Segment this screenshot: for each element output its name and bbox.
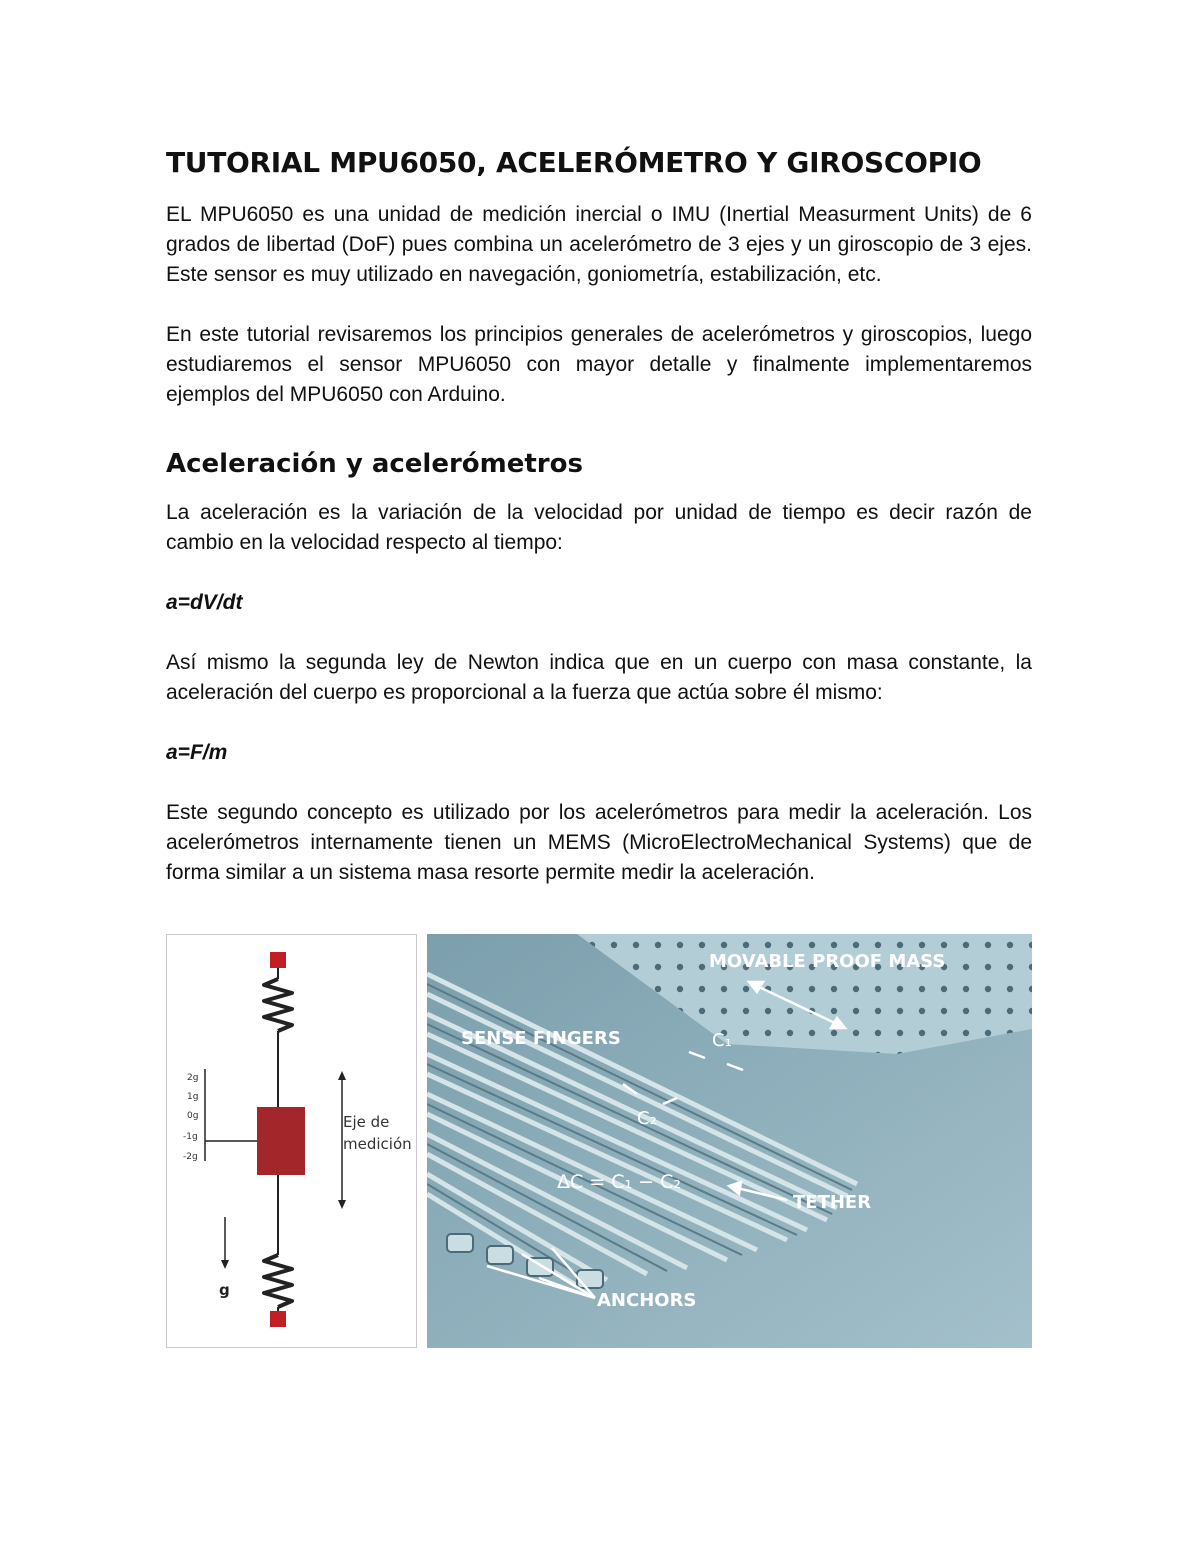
proof-mass-block xyxy=(257,1107,305,1175)
section-paragraph-2: Así mismo la segunda ley de Newton indica que en un cuerpo con masa constante, la aceleración del cuerpo es proporcional a la fuerza que actúa sobre él mismo: xyxy=(166,651,1032,704)
formula-newton: a=F/m xyxy=(166,741,228,764)
bottom-spring xyxy=(264,1255,292,1307)
section-heading: Aceleración y acelerómetros xyxy=(166,449,583,479)
gravity-label: g xyxy=(219,1281,230,1299)
mass-spring-svg xyxy=(167,935,416,1347)
axis-label-line1: Eje de xyxy=(343,1113,390,1131)
scale-label: 0g xyxy=(187,1111,199,1121)
mems-micrograph xyxy=(427,934,1032,1348)
scale-label: -2g xyxy=(183,1152,198,1162)
mems-svg xyxy=(427,934,1032,1348)
scale-label: 2g xyxy=(187,1073,199,1083)
label-sense-fingers: SENSE FINGERS xyxy=(461,1028,621,1049)
axis-arrow-head-down xyxy=(338,1200,346,1209)
section-paragraph-1: La aceleración es la variación de la velocidad por unidad de tiempo es decir razón de cambio en la velocidad respecto al tiempo: xyxy=(166,501,1032,554)
top-anchor xyxy=(270,952,286,968)
formula-acceleration: a=dV/dt xyxy=(166,591,243,614)
bottom-anchor xyxy=(270,1311,286,1327)
top-spring xyxy=(264,979,292,1031)
gravity-arrow-head xyxy=(221,1260,229,1269)
page-title: TUTORIAL MPU6050, ACELERÓMETRO Y GIROSCOPIO xyxy=(166,146,982,179)
section-paragraph-3: Este segundo concepto es utilizado por los acelerómetros para medir la aceleración. Los acelerómetros internamente tienen un MEMS (MicroElectroMechanical Systems) que de forma similar a un sistema masa resorte permite medir la aceleración. xyxy=(166,801,1032,884)
intro-paragraph-1: EL MPU6050 es una unidad de medición inercial o IMU (Inertial Measurment Units) de 6 grados de libertad (DoF) pues combina un acelerómetro de 3 ejes y un giroscopio de 3 ejes. Este sensor es muy utilizado en navegación, goniometría, estabilización, etc. xyxy=(166,203,1032,286)
document-body xyxy=(166,138,1032,888)
label-tether: TETHER xyxy=(793,1192,872,1213)
label-anchors: ANCHORS xyxy=(597,1290,697,1311)
label-delta-c: ΔC = C₁ − C₂ xyxy=(557,1171,682,1193)
accelerometer-figure xyxy=(166,934,1032,1348)
scale-label: -1g xyxy=(183,1132,198,1142)
label-c1: C₁ xyxy=(712,1030,732,1051)
label-proof-mass: MOVABLE PROOF MASS xyxy=(709,951,946,972)
scale-label: 1g xyxy=(187,1092,199,1102)
mass-spring-diagram xyxy=(166,934,417,1348)
intro-paragraph-2: En este tutorial revisaremos los principios generales de acelerómetros y giroscopios, luego estudiaremos el sensor MPU6050 con mayor detalle y finalmente implementaremos ejemplos del MPU6050 con Arduino. xyxy=(166,323,1032,406)
label-c2: C₂ xyxy=(637,1108,657,1129)
axis-label-line2: medición xyxy=(343,1135,412,1153)
axis-arrow-head-up xyxy=(338,1071,346,1080)
